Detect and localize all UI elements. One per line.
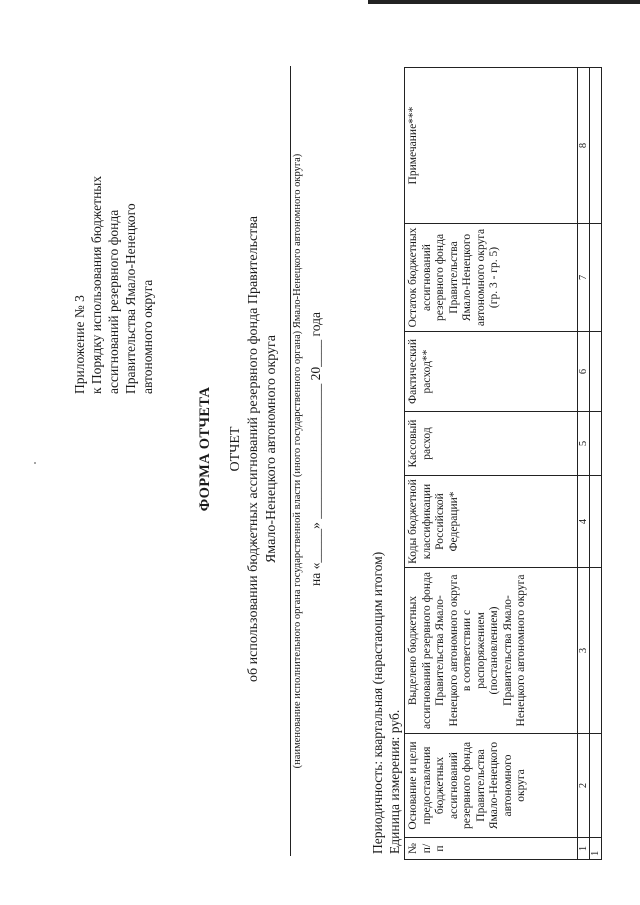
appendix-line: автономного округа (140, 279, 155, 394)
org-name-caption: (наименование исполнительного органа государственной власти (иного государственного органа) Ямало-Ненецкого автономного округа) (290, 66, 303, 856)
column-number: 8 (578, 68, 590, 224)
report-table (404, 67, 602, 860)
column-header: Коды бюджетной классификации Российской Федерации* (405, 476, 578, 568)
column-number: 2 (578, 734, 590, 838)
periodicity-text: Периодичность: квартальная (нарастающим итогом) (370, 551, 385, 854)
form-title: ФОРМА ОТЧЕТА (197, 386, 213, 512)
report-title (227, 30, 281, 868)
table-header-row (405, 68, 578, 860)
table-cell (590, 224, 602, 332)
column-number: 4 (578, 476, 590, 568)
column-header: Примечание*** (405, 68, 578, 224)
table-cell (590, 734, 602, 838)
unit-text: Единица измерения: руб. (387, 709, 402, 854)
table-cell (590, 332, 602, 412)
column-header: Выделено бюджетных ассигнований резервного фонда Правительства Ямало-Ненецкого автономного округа в соответствии с распоряжением (постановлением) Правительства Ямало-Ненецкого автономного округа (405, 568, 578, 734)
column-number: 6 (578, 332, 590, 412)
column-header: Основание и цели предоставления бюджетных ассигнований резервного фонда Правительства Ямало-Ненецкого автономного округа (405, 734, 578, 838)
report-title-line: об использовании бюджетных ассигнований резервного фонда Правительства (246, 216, 261, 682)
table-row (590, 68, 602, 860)
column-header: Кассовый расход (405, 412, 578, 476)
column-number: 7 (578, 224, 590, 332)
table-cell: 1 (590, 838, 602, 860)
report-title-line: ОТЧЕТ (228, 426, 243, 472)
period-block (369, 552, 403, 854)
column-number: 3 (578, 568, 590, 734)
column-number-row (578, 68, 590, 860)
appendix-note (71, 94, 156, 394)
report-title-line: Ямало-Ненецкого автономного округа (264, 334, 279, 564)
top-edge-rule (368, 0, 640, 4)
table-cell (590, 68, 602, 224)
report-date-line: на «_____» ____________________ 20____ года (308, 312, 323, 586)
column-header: Остаток бюджетных ассигнований резервного фонда Правительства Ямало-Ненецкого автономного округа (гр. 3 - гр. 5) (405, 224, 578, 332)
column-header: Фактический расход** (405, 332, 578, 412)
column-number: 1 (578, 838, 590, 860)
column-number: 5 (578, 412, 590, 476)
appendix-line: к Порядку использования бюджетных (89, 175, 104, 394)
appendix-line: ассигнований резервного фонда (106, 209, 121, 394)
table-cell (590, 476, 602, 568)
column-header: № п/п (405, 838, 578, 860)
document-page (29, 30, 609, 868)
appendix-line: Правительства Ямало-Ненецкого (123, 203, 138, 394)
table-cell (590, 412, 602, 476)
table-cell (590, 568, 602, 734)
appendix-line: Приложение № 3 (72, 295, 87, 394)
